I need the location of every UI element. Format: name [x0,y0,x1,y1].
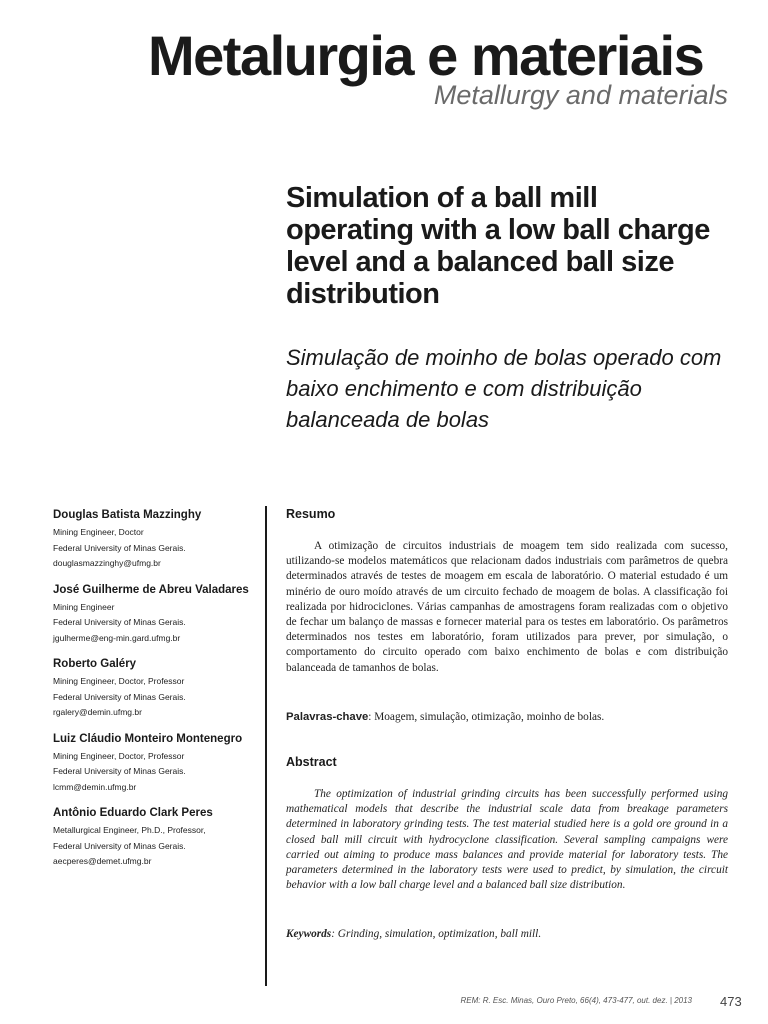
abstract-body [286,787,728,893]
author-name: José Guilherme de Abreu Valadares [53,583,249,596]
keywords-label-en: Keywords [286,928,332,940]
author-role: Mining Engineer, Doctor [53,527,144,537]
resumo-body [286,539,728,676]
author-affiliation: Federal University of Minas Gerais. [53,840,186,851]
author-name: Antônio Eduardo Clark Peres [53,807,213,819]
abstract-heading: Abstract [286,755,337,769]
paper-title: Simulation of a ball mill operating with a low ball charge level and a balanced ball size distribution [286,182,710,310]
abstract-keywords [286,927,728,942]
author-affiliation: Federal University of Minas Gerais. [53,766,186,776]
citation-reference: REM: R. Esc. Minas, Ouro Preto, 66(4), 473-477, out. dez. | 2013 [460,996,692,1005]
resumo-keywords [286,710,728,725]
author-affiliation: Federal University of Minas Gerais. [53,542,186,553]
author-role: Mining Engineer, Doctor, Professor [53,676,185,686]
keywords-list-en: : Grinding, simulation, optimization, ball mill. [331,928,542,940]
author-block [53,731,263,796]
author-block [53,656,263,721]
author-email: lcmm@demin.ufmg.br [53,781,137,792]
author-email: rgalery@demin.ufmg.br [53,707,142,717]
page-number: 473 [720,994,742,1009]
keywords-list-pt: : Moagem, simulação, otimização, moinho de bolas. [368,711,605,723]
author-role: Metallurgical Engineer, Ph.D., Professor, [53,825,206,835]
resumo-paragraph: A otimização de circuitos industriais de moagem tem sido realizada com sucesso, utilizando-se modelos matemáticos que relacionam dados industriais com parâmetros de quebra determinados através de testes de moagem em escala de laboratório. O material estudado é um minério de ouro moído através de um circuito fechado de moagem de bolas. A classificação foi realizada por hidrociclones. Várias campanhas de amostragens foram realizadas com o objetivo de fechar um balanço de massas e fornecer material para os testes em laboratório. Os parâmetros determinados nos testes em laboratório, foram utilizados para prever, por simulação, o comportamento do circuito operado com baixo enchimento de bolas e com distribuição balanceada de tamanhos de bolas. [286,540,728,674]
author-block [53,582,263,647]
journal-title: Metalurgia e materiais [148,24,704,87]
author-block [53,805,263,870]
author-role: Mining Engineer [53,601,115,612]
author-list [53,507,263,880]
paper-title-portuguese: Simulação de moinho de bolas operado com baixo enchimento e com distribuição balanceada de bolas [286,345,722,432]
abstract-paragraph: The optimization of industrial grinding circuits has been successfully performed using mathematical models that describe the industrial scale data from breakage parameters determined in laboratory grinding tests. The test material studied here is a gold ore ground in a closed ball mill circuit with hydrocyclone classification. Several sampling campaigns were carried out aiming to produce mass balances and provide material for laboratory tests. The parameters determined in the laboratory tests were used to predict, by simulation, the circuit behavior with a low ball charge level and a balanced ball size distribution. [286,788,728,892]
author-name: Douglas Batista Mazzinghy [53,509,202,521]
author-affiliation: Federal University of Minas Gerais. [53,617,186,627]
keywords-label-pt: Palavras-chave [286,711,369,723]
author-role: Mining Engineer, Doctor, Professor [53,750,185,761]
author-email: aecperes@demet.ufmg.br [53,856,152,866]
author-affiliation: Federal University of Minas Gerais. [53,691,186,702]
resumo-heading: Resumo [286,507,336,521]
journal-subtitle: Metallurgy and materials [433,80,728,110]
author-name: Luiz Cláudio Monteiro Montenegro [53,732,243,745]
author-block [53,507,263,572]
column-divider [265,506,267,986]
author-name: Roberto Galéry [53,658,137,670]
author-email: douglasmazzinghy@ufmg.br [53,558,161,568]
author-email: jgulherme@eng-min.gard.ufmg.br [53,632,181,643]
